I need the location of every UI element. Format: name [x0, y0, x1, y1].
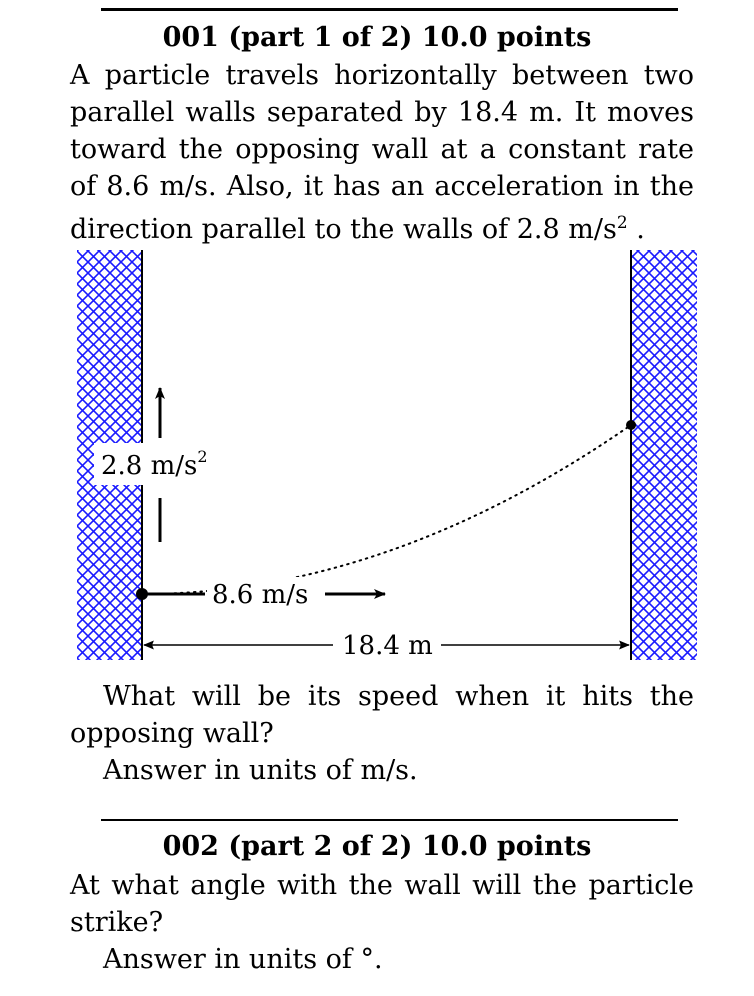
question-line: strike? [70, 907, 164, 938]
part2-top-rule [101, 819, 678, 821]
question-line: At what angle with the wall will the particle [70, 870, 694, 901]
part1-question [70, 678, 694, 752]
question-line: opposing wall? [70, 718, 274, 749]
problem-line: parallel walls separated by 18.4 m. It moves [70, 97, 694, 128]
problem-line-text: direction parallel to the walls of 2.8 m/s [70, 214, 617, 245]
part2-heading: 002 (part 2 of 2) 10.0 points [162, 831, 592, 862]
problem-line: of 8.6 m/s. Also, it has an acceleration in the [70, 171, 694, 202]
question-line: What will be its speed when it hits the [103, 681, 694, 712]
velocity-label: 8.6 m/s [212, 580, 309, 610]
part1-top-rule [101, 8, 678, 11]
particle-diagram [0, 240, 754, 670]
particle-start [136, 588, 148, 600]
part1-heading: 001 (part 1 of 2) 10.0 points [162, 22, 592, 53]
exponent: 2 [616, 213, 628, 233]
problem-line: toward the opposing wall at a constant rate [70, 134, 694, 165]
acceleration-label: 2.8 $m/s^2$ [101, 447, 208, 481]
trailing-period: . [627, 214, 645, 245]
distance-label: 18.4 m [342, 631, 433, 661]
part2-answer-units: Answer in units of °. [103, 944, 383, 975]
particle-end [626, 420, 636, 430]
part2-question [70, 867, 694, 941]
problem-line: A particle travels horizontally between two [70, 60, 694, 91]
part1-answer-units: Answer in units of m/s. [103, 755, 418, 786]
right-wall [631, 250, 697, 660]
part1-problem-text [70, 57, 694, 248]
